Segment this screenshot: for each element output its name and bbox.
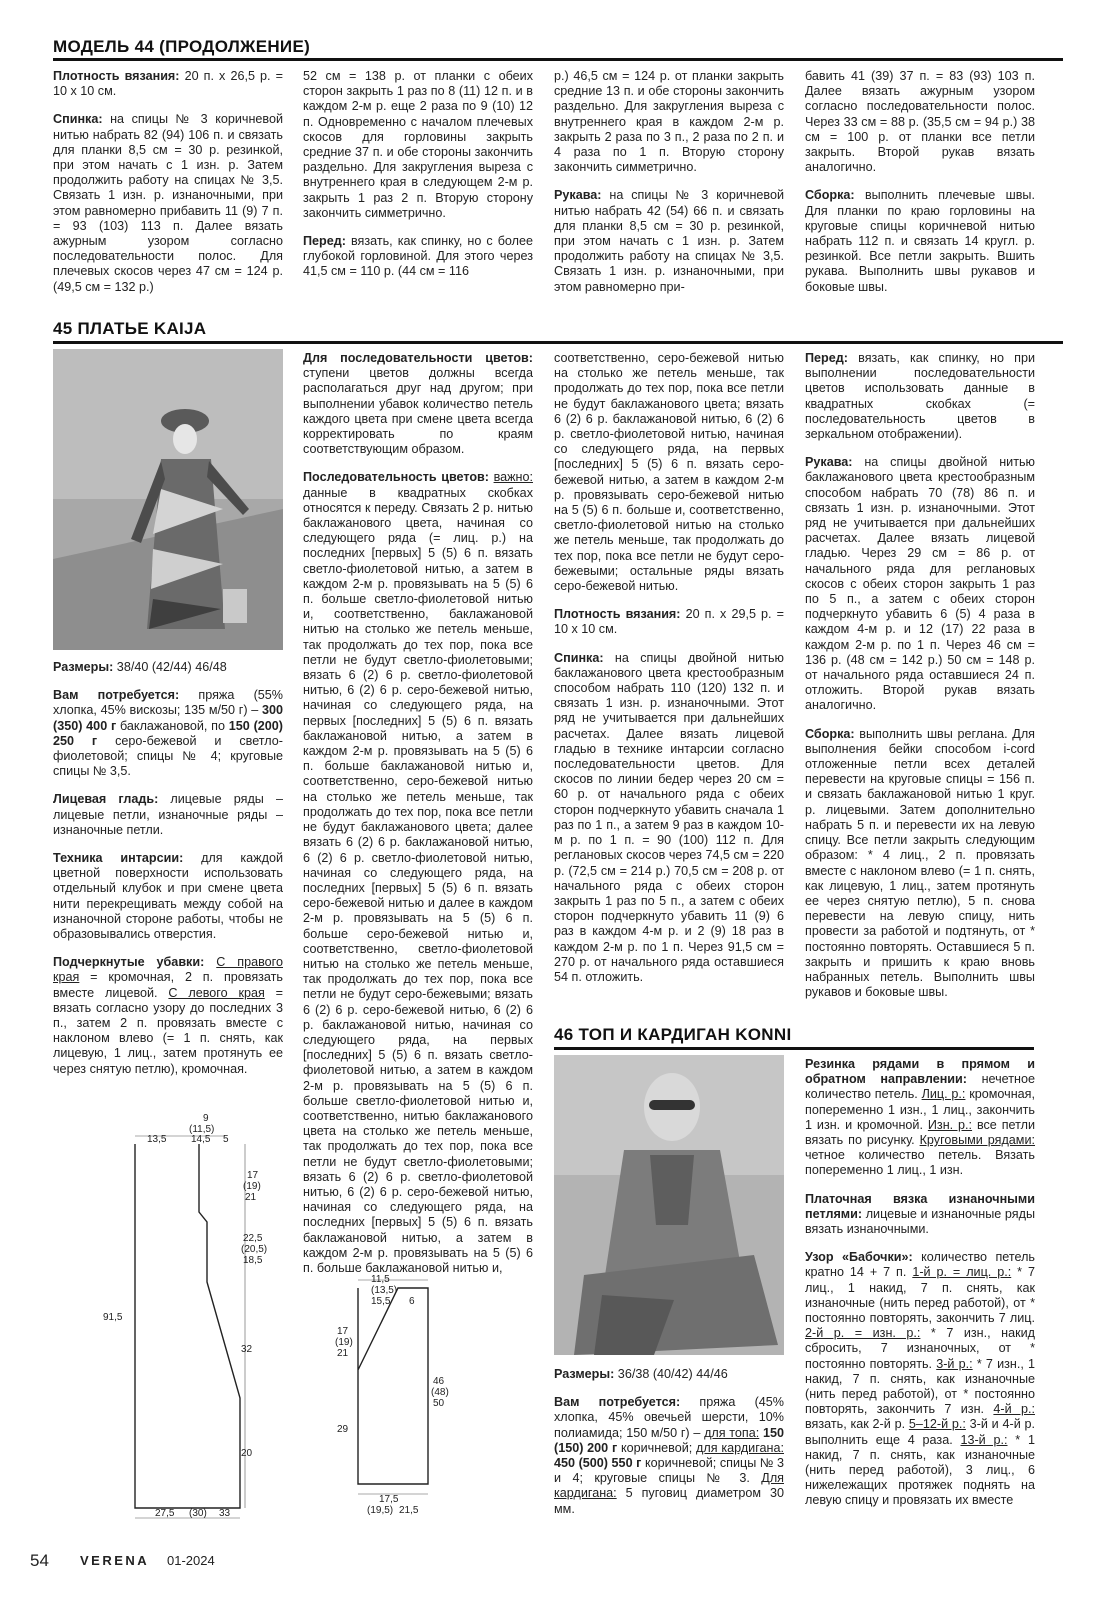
schema1-l6: 17 bbox=[247, 1170, 259, 1181]
s44-col2: 52 см = 138 р. от планки с обеих сторон закрыть 1 раз по 8 (11) 12 п. и в каждом 2-м р. еще 2 раза по 9 (10) 12 п. Одновременно с началом плечевых скосов для горловины закрыть средние 37 п. и обе стороны закончить раздельно. Для закругления выреза с внутреннего края в следующем 2-м р. закрыть 1 раз 2 п. Вторую сторону закончить симметрично. Перед: вязать, как спинку, но с более глубокой горловиной. Для этого через 41,5 см = 110 р. (44 см = 116 bbox=[303, 69, 533, 279]
page-number: 54 bbox=[30, 1551, 49, 1570]
schema2-l13: (19,5) bbox=[367, 1505, 394, 1516]
s45-col4: Перед: вязать, как спинку, но при выполнении последовательности цветов использовать данные в квадратных скобках (= последовательность цветов в зеркальном отображении). Рукава: на спицы двойной нитью баклажанового цвета крестообразным способом набрать 70 (78) 86 п. и связать 1 изн. р. изнаночными. Этот ряд не учитывается при дальнейших расчетах. Далее вязать лицевой гладью. Через 29 см = 86 р. от начального ряда для реглановых скосов с обеих сторон закрыть 1 раз по 5 п., а затем с обеих сторон подчеркнуто убавить 6 (5) 4 раза в каждом 4-м р. и 12 (17) 22 раза в каждом 2-м р. по 1 п. Через 46 см = 136 р. (48 см = 142 р.) 50 см = 148 р. от начального ряда оставшиеся 24 п. отложить. Второй рукав вязать аналогично. Сборка: выполнить швы реглана. Для выполнения бейки способом i-cord отложенные петли всех деталей перевести на круговые спицы = 156 п. и связать баклажановой нитью 1 круг. р. лицевыми. Затем дополнительно набрать 5 п. и перевести их на левую спицу. Все петли закрыть следующим образом: * 4 лиц., 2 п. провязать вместе с наклоном влево (= 1 п. снять, как лицевую, 1 лиц., затем протянуть ее через снятую петлю), 5 п. снова перевести на левую спицу, нить провести за работой и подтянуть, от * постоянно повторять. Оставшиеся 5 п. закрыть и пришить к краю вновь набранных петель. Выполнить швы рукавов и боковые швы. bbox=[805, 351, 1035, 1000]
section-46-title: 46 ТОП И КАРДИГАН KONNI bbox=[554, 1025, 792, 1044]
schema2-l4: 6 bbox=[409, 1296, 415, 1307]
schema1-l9: 22,5 bbox=[243, 1233, 263, 1244]
schema2-l7: 21 bbox=[337, 1348, 349, 1359]
section-44-title: МОДЕЛЬ 44 (ПРОДОЛЖЕНИЕ) bbox=[53, 37, 311, 56]
schema2-l6: (19) bbox=[335, 1337, 353, 1348]
s46-col-left: Размеры: 36/38 (40/42) 44/46 Вам потребуется: пряжа (45% хлопка, 45% овечьей шерсти, 10% полиамида; 150 м/50 г) – для топа: 150 (150) 200 г коричневой; для кардигана: 450 (500) 550 г коричневой; спицы № 3 и 4; круговые спицы № 3. Для кардигана: 5 пуговиц диаметром 30 мм. bbox=[554, 1367, 785, 1516]
schema2-l11: 29 bbox=[337, 1424, 349, 1435]
schema2-l2: (13,5) bbox=[371, 1285, 398, 1296]
s45-col1: Размеры: 38/40 (42/44) 46/48 Вам потребуется: пряжа (55% хлопка, 45% вискозы; 135 м/50 г) – 300 (350) 400 г баклажановой, по 150 (200) 250 г серо-бежевой и светло-фиолетовой; спицы № 4; круговые спицы № 3,5. Лицевая гладь: лицевые ряды – лицевые петли, изнаночные ряды – изнаночные петли. Техника интарсии: для каждой цветной поверхности использовать отдельный клубок и при смене цвета нити перекрещивать между собой на изнаночной стороне работы, чтобы не образовывались отверстия. Подчеркнутые убавки: С правого края = кромочная, 2 п. провязать вместе лицевой. С левого края = вязать согласно узору до последних 3 п., затем 2 п. провязать вместе с наклоном влево (= 1 п. снять, как лицевую, 1 лиц., затем протянуть ее через снятую петлю), кромочная. bbox=[53, 660, 284, 1076]
schema2-l5: 17 bbox=[337, 1326, 349, 1337]
schema2-l10: 50 bbox=[433, 1398, 445, 1409]
magazine-issue: 01-2024 bbox=[167, 1553, 215, 1568]
schema1-l12: 91,5 bbox=[103, 1312, 123, 1323]
schema1-l8: 21 bbox=[245, 1192, 257, 1203]
schema1-l16: (30) bbox=[189, 1508, 207, 1519]
section-45-title: 45 ПЛАТЬЕ KAIJA bbox=[53, 319, 207, 338]
top-cardigan-photo bbox=[554, 1055, 784, 1355]
s44-col3: р.) 46,5 см = 124 р. от планки закрыть средние 13 п. и обе стороны закончить раздельно. Для закругления выреза с внутреннего края в каждом 2-м р. закрыть 2 раза по 3 п., 2 раза по 2 п. и 4 раза по 1 п. Вторую сторону закончить симметрично. Рукава: на спицы № 3 коричневой нитью набрать 42 (54) 66 п. и связать для планки 8,5 см = 30 р. резинкой, при этом начать с 1 изн. р. Затем продолжить работу на спицах № 3,5. Связать 1 изн. р. изнаночными, при этом равномерно при- bbox=[554, 69, 784, 294]
magazine-name: VERENA bbox=[80, 1553, 150, 1568]
schema1-l2: (11,5) bbox=[189, 1124, 215, 1135]
schema2-l1: 11,5 bbox=[371, 1274, 390, 1285]
schema1-l1: 9 bbox=[203, 1113, 209, 1124]
schema1-l15: 27,5 bbox=[155, 1508, 175, 1519]
s45-col2: Для последовательности цветов: ступени цветов должны всегда располагаться друг над другом; при выполнении убавок количество петель каждого цвета при смене цвета всегда корректировать по краям соответствующим образом. Последовательность цветов: важно: данные в квадратных скобках относятся к переду. Связать 2 р. нитью баклажанового цвета, начиная со следующего ряда (= лиц. р.) на последних [первых] 5 (5) 6 п. вязать светло-фиолетовой нитью, а затем в каждом 2-м р. провязывать на 5 (5) 6 п. больше светло-фиолетовой нитью и, соответственно, баклажановой нитью на столько же петель меньше, так продолжать до тех пор, пока все петли не будут светло-фиолетовыми; вязать 6 (2) 6 р. светло-фиолетовой нитью, 6 (2) 6 р. серо-бежевой нитью, начиная со следующего ряда, на первых [последних] 5 (5) 6 п. вязать баклажановой нитью, а затем в каждом 2-м р. провязывать на 5 (5) 6 п. больше баклажановой нитью и, соответственно, серо-бежевой нитью на столько же петель меньше, так продолжать до тех пор, пока все петли не будут баклажанового цвета; далее вязать 6 (2) 6 р. баклажановой нитью, 6 (2) 6 р. светло-фиолетовой нитью, начиная со следующего ряда, на последних [первых] 5 (5) 6 п. вязать серо-бежевой нитью и далее в каждом 2-м р. провязывать на 5 (5) 6 п. больше серо-бежевой нитью и, соответственно, светло-фиолетовой нитью на столько же петель меньше, так продолжать до тех пор, пока все петли не будут серо-бежевыми; вязать 6 (2) 6 р. серо-бежевой нитью, 6 (2) 6 р. баклажановой нитью, начиная со следующего ряда, на первых [последних] 5 (5) 6 п. вязать светло-фиолетовой нитью, а затем в каждом 2-м р. провязывать на 5 (5) 6 п. больше светло-фиолетовой нитью и, соответственно, нитью баклажанового цвета на столько же петель меньше, так продолжать до тех пор, пока все петли не будут светло-фиолетовыми; вязать 6 (2) 6 р. светло-фиолетовой нитью, 6 (2) 6 р. серо-бежевой нитью, начиная со следующего ряда, на последних [первых] 5 (5) 6 п. вязать баклажановой нитью, а затем в каждом 2-м р. провязывать на 5 (5) 6 п. больше баклажановой нитью и, bbox=[303, 351, 533, 1275]
sleeve-schema-outline bbox=[358, 1288, 428, 1484]
schema1-l4: 13,5 bbox=[147, 1134, 167, 1145]
section-44-rule bbox=[53, 58, 1063, 61]
schema1-l11: 18,5 bbox=[243, 1255, 263, 1266]
top-cardigan-photo-image bbox=[554, 1055, 784, 1355]
dress-photo-image bbox=[53, 349, 283, 650]
s45-col3: соответственно, серо-бежевой нитью на столько же петель меньше, так продолжать до тех пор, пока все петли не будут баклажанового цвета; вязать 6 (2) 6 р. баклажановой нитью, 6 (2) 6 р. светло-фиолетовой нитью, начиная со следующего ряда, на первых [последних] 5 (5) 6 п. вязать серо-бежевой нитью, а затем в каждом 2-м р. провязывать серо-бежевой нитью на 5 (5) 6 п. больше и, соответственно, светло-фиолетовой нитью на столько же петель меньше, так продолжать до тех пор, пока все петли не будут серо-бежевыми; остальные ряды вязать серо-бежевой нитью. Плотность вязания: 20 п. х 29,5 р. = 10 х 10 см. Спинка: на спицы двойной нитью баклажанового цвета крестообразным способом набрать 110 (120) 132 п. и связать 1 изн. р. изнаночными. Этот ряд не учитывается при дальнейших расчетах. Далее вязать лицевой гладью в технике интарсии согласно последовательности цветов. Для скосов по линии бедер через 20 см = 60 р. от начального ряда с обеих сторон подчеркнуто убавить сначала 1 раз по 1 п., а затем 9 раз в каждом 10-м р. по 1 п. = 90 (100) 112 п. Для реглановых скосов через 74,5 см = 220 р. (72,5 см = 214 р.) 70,5 см = 208 р. от начального ряда с обеих сторон закрыть 1 раз по 5 п., а затем с обеих сторон подчеркнуто убавить 11 (9) 6 раз в каждом 4-м р. и 2 (9) 18 раз в каждом 2-м р. по 1 п. Через 91,5 см = 270 р. от начального ряда оставшиеся 54 п. отложить. bbox=[554, 351, 784, 984]
dress-schema-outline bbox=[135, 1144, 240, 1508]
schema2-l3: 15,5 bbox=[371, 1296, 391, 1307]
schema1-l13: 32 bbox=[241, 1344, 253, 1355]
sleeve-schema bbox=[325, 1270, 485, 1528]
section-45-rule bbox=[53, 341, 1063, 344]
schema1-l5: 5 bbox=[223, 1134, 229, 1145]
section-46-rule bbox=[554, 1047, 1034, 1050]
schema1-l3: 14,5 bbox=[191, 1134, 211, 1145]
schema2-l14: 21,5 bbox=[399, 1505, 419, 1516]
s44-col4: бавить 41 (39) 37 п. = 83 (93) 103 п. Далее вязать ажурным узором согласно последовательности полос. Через 33 см = 88 р. (35,5 см = 94 р.) 38 см = 100 р. от планки все петли закрыть. Второй рукав вязать аналогично. Сборка: выполнить плечевые швы. Для планки по краю горловины на круговые спицы коричневой нитью набрать 112 п. и связать 14 кругл. р. резинкой. Все петли закрыть. Вшить рукава. Выполнить швы рукавов и боковые швы. bbox=[805, 69, 1035, 294]
s44-col1: Плотность вязания: 20 п. х 26,5 р. = 10 х 10 см. Спинка: на спицы № 3 коричневой нитью набрать 82 (94) 106 п. и связать для планки 8,5 см = 30 р. резинкой, при этом начать с 1 изн. р. Затем продолжить работу на спицах № 3,5. Связать 1 изн. р. изнаночными, при этом равномерно прибавить 11 (9) 7 п. = 93 (103) 113 п. Далее вязать ажурным узором согласно последовательности полос. Для плечевых скосов через 47 см = 124 р. (49,5 см = 132 р.) bbox=[53, 69, 283, 294]
dress-schema bbox=[95, 1108, 285, 1528]
schema2-l9: (48) bbox=[431, 1387, 449, 1398]
schema1-l7: (19) bbox=[243, 1181, 261, 1192]
schema2-l12: 17,5 bbox=[379, 1494, 399, 1505]
dress-photo bbox=[53, 349, 283, 650]
schema1-l14: 20 bbox=[241, 1448, 253, 1459]
schema1-l10: (20,5) bbox=[241, 1244, 268, 1255]
s46-col-right: Резинка рядами в прямом и обратном направлении: нечетное количество петель. Лиц. р.: кромочная, попеременно 1 изн., 1 лиц., закончить 1 изн. и кромочной. Изн. р.: все петли вязать по рисунку. Круговыми рядами: четное количество петель. Вязать попеременно 1 лиц., 1 изн. Платочная вязка изнаночными петлями: лицевые и изнаночные ряды вязать изнаночными. Узор «Бабочки»: количество петель кратно 14 + 7 п. 1-й р. = лиц. р.: * 7 лиц., 1 накид, 7 п. снять, как изнаночные (нить перед работой), от * постоянно повторять, закончить 7 лиц. 2-й р. = изн. р.: * 7 изн., накид сбросить, 7 изнаночных, от * постоянно повторять. 3-й р.: * 7 изн., 1 накид, 7 п. снять, как изнаночные (нить перед работой), от * постоянно повторять, закончить 7 изн. 4-й р.: вязать, как 2-й р. 5–12-й р.: 3-й и 4-й р. выполнить еще 4 раза. 13-й р.: * 1 накид, 7 п. снять, как изнаночные (нить перед работой), 3 лиц., 6 нижележащих протяжек поднять на левую спицу и провязать их вместе bbox=[805, 1057, 1036, 1508]
schema2-l8: 46 bbox=[433, 1376, 445, 1387]
schema1-l17: 33 bbox=[219, 1508, 231, 1519]
